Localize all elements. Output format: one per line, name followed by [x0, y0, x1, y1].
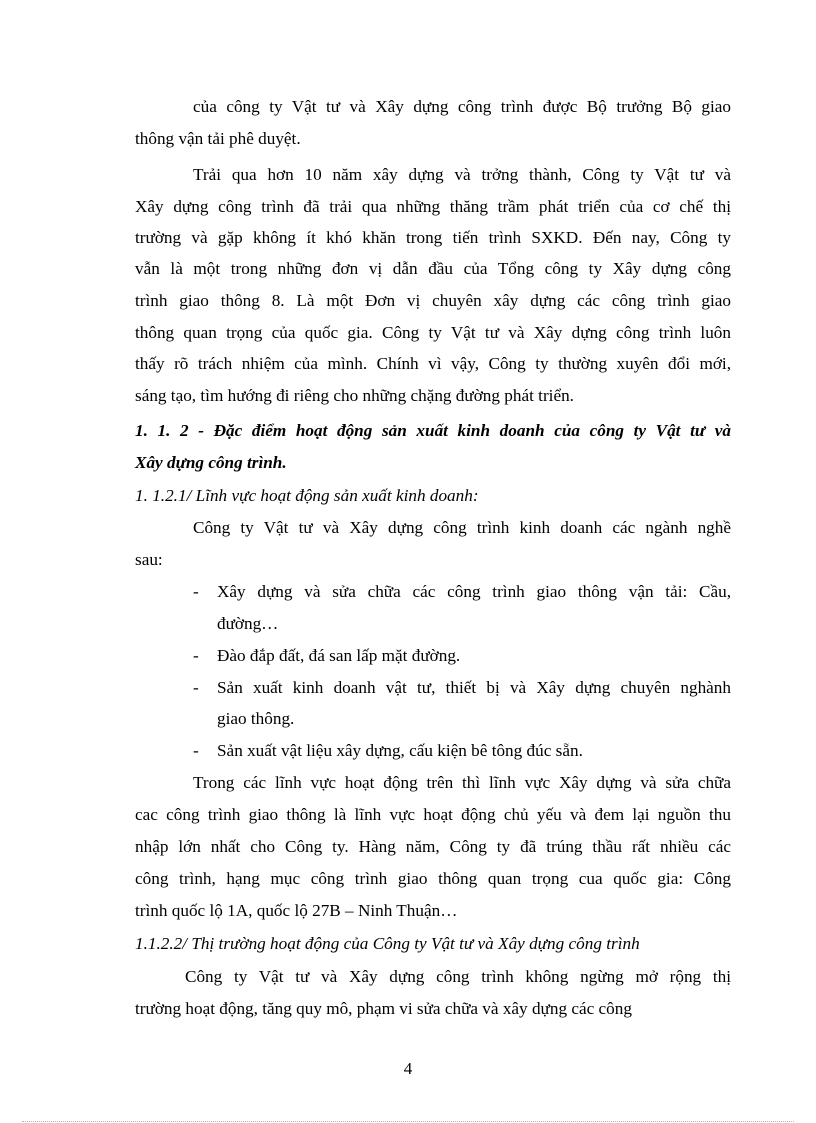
list-item: giao thông.: [217, 709, 295, 728]
list-item: Sản xuất vật liệu xây dựng, cấu kiện bê tông đúc sẵn.: [217, 741, 583, 760]
page-bottom-border: [22, 1121, 794, 1122]
text-line: thông vận tải phê duyệt.: [135, 129, 301, 148]
section-heading: 1. 1. 2 - Đặc điểm hoạt động sản xuất kinh doanh của công ty Vật tư và: [135, 421, 731, 440]
bullet-dash: -: [193, 582, 199, 601]
text-line: Xây dựng công trình đã trải qua những thăng trầm phát triển của cơ chế thị: [135, 197, 731, 216]
text-line: công trình, hạng mục công trình giao thông quan trọng cua quốc gia: Công: [135, 869, 731, 888]
text-line: thông quan trọng của quốc gia. Công ty Vật tư và Xây dựng công trình luôn: [135, 323, 731, 342]
list-item: đường…: [217, 614, 279, 633]
page-number: 4: [403, 1059, 413, 1078]
text-line: Trải qua hơn 10 năm xây dựng và trởng thành, Công ty Vật tư và: [193, 165, 731, 184]
section-heading: Xây dựng công trình.: [135, 453, 287, 472]
bullet-dash: -: [193, 646, 199, 665]
subsection-heading: 1. 1.2.1/ Lĩnh vực hoạt động sản xuất kinh doanh:: [135, 486, 479, 505]
text-line: cac công trình giao thông là lĩnh vực hoạt động chủ yếu và đem lại nguồn thu: [135, 805, 731, 824]
text-line: trình giao thông 8. Là một Đơn vị chuyên xây dựng các công trình giao: [135, 291, 731, 310]
bullet-dash: -: [193, 741, 199, 760]
text-line: Công ty Vật tư và Xây dựng công trình kinh doanh các ngành nghề: [193, 518, 731, 537]
bullet-dash: -: [193, 678, 199, 697]
text-line: trình quốc lộ 1A, quốc lộ 27B – Ninh Thuận…: [135, 901, 458, 920]
text-line: sáng tạo, tìm hướng đi riêng cho những chặng đường phát triển.: [135, 386, 574, 405]
text-line: thấy rõ trách nhiệm của mình. Chính vì vậy, Công ty thường xuyên đổi mới,: [135, 354, 731, 373]
subsection-heading: 1.1.2.2/ Thị trường hoạt động của Công ty Vật tư và Xây dựng công trình: [135, 934, 640, 953]
text-line: Công ty Vật tư và Xây dựng công trình không ngừng mở rộng thị: [185, 967, 731, 986]
text-line: của công ty Vật tư và Xây dựng công trình được Bộ trưởng Bộ giao: [193, 97, 731, 116]
list-item: Xây dựng và sửa chữa các công trình giao thông vận tải: Cầu,: [217, 582, 731, 601]
list-item: Sản xuất kinh doanh vật tư, thiết bị và Xây dựng chuyên nghành: [217, 678, 731, 697]
text-line: nhập lớn nhất cho Công ty. Hàng năm, Công ty đã trúng thầu rất nhiều các: [135, 837, 731, 856]
text-line: vẫn là một trong những đơn vị dẫn đầu của Tổng công ty Xây dựng công: [135, 259, 731, 278]
text-line: trường hoạt động, tăng quy mô, phạm vi sửa chữa và xây dựng các công: [135, 999, 632, 1018]
text-line: trường và gặp không ít khó khăn trong tiến trình SXKD. Đến nay, Công ty: [135, 228, 731, 247]
text-line: sau:: [135, 550, 163, 569]
text-line: Trong các lĩnh vực hoạt động trên thì lĩnh vực Xây dựng và sửa chữa: [193, 773, 731, 792]
list-item: Đào đắp đất, đá san lấp mặt đường.: [217, 646, 461, 665]
